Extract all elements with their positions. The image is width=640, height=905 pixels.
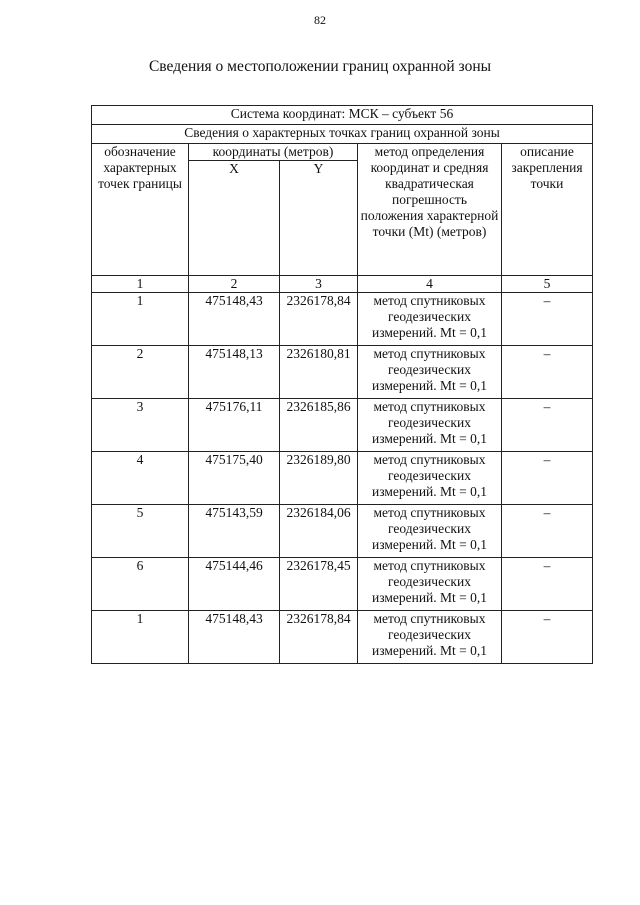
- point-cell: 2: [92, 346, 189, 399]
- table-row: [92, 611, 593, 664]
- column-number: 1: [92, 276, 189, 293]
- x-cell: 475148,13: [189, 346, 280, 399]
- x-cell: 475176,11: [189, 399, 280, 452]
- header-description: описание закрепления точки: [502, 144, 593, 276]
- column-number: 4: [358, 276, 502, 293]
- boundary-points-table: [91, 105, 593, 664]
- description-cell: –: [502, 611, 593, 664]
- y-cell: 2326178,45: [280, 558, 358, 611]
- point-cell: 1: [92, 611, 189, 664]
- y-cell: 2326184,06: [280, 505, 358, 558]
- table-subtitle: Сведения о характерных точках границ охранной зоны: [92, 125, 593, 144]
- document-title: Сведения о местоположении границ охранной зоны: [148, 58, 492, 75]
- method-cell: метод спутниковых геодезических измерений. Mt = 0,1: [358, 611, 502, 664]
- coordinate-system-header: Система координат: МСК – субъект 56: [92, 106, 593, 125]
- point-cell: 6: [92, 558, 189, 611]
- method-cell: метод спутниковых геодезических измерений. Mt = 0,1: [358, 505, 502, 558]
- header-method: метод определения координат и средняя квадратическая погрешность положения характерной точки (Mt) (метров): [358, 144, 502, 276]
- x-cell: 475175,40: [189, 452, 280, 505]
- point-cell: 4: [92, 452, 189, 505]
- column-number: 5: [502, 276, 593, 293]
- x-cell: 475143,59: [189, 505, 280, 558]
- method-cell: метод спутниковых геодезических измерений. Mt = 0,1: [358, 346, 502, 399]
- y-cell: 2326189,80: [280, 452, 358, 505]
- column-number: 2: [189, 276, 280, 293]
- y-cell: 2326178,84: [280, 293, 358, 346]
- description-cell: –: [502, 293, 593, 346]
- x-cell: 475148,43: [189, 293, 280, 346]
- column-number: 3: [280, 276, 358, 293]
- y-cell: 2326180,81: [280, 346, 358, 399]
- table-row: [92, 346, 593, 399]
- method-cell: метод спутниковых геодезических измерений. Mt = 0,1: [358, 293, 502, 346]
- point-cell: 5: [92, 505, 189, 558]
- table-row: [92, 505, 593, 558]
- y-cell: 2326178,84: [280, 611, 358, 664]
- table-row: [92, 452, 593, 505]
- description-cell: –: [502, 452, 593, 505]
- table-row: [92, 293, 593, 346]
- header-coordinates: координаты (метров): [189, 144, 358, 161]
- description-cell: –: [502, 558, 593, 611]
- description-cell: –: [502, 399, 593, 452]
- point-cell: 1: [92, 293, 189, 346]
- table-row: [92, 399, 593, 452]
- method-cell: метод спутниковых геодезических измерений. Mt = 0,1: [358, 399, 502, 452]
- method-cell: метод спутниковых геодезических измерений. Mt = 0,1: [358, 558, 502, 611]
- header-point-designation: обозначение характерных точек границы: [92, 144, 189, 276]
- method-cell: метод спутниковых геодезических измерений. Mt = 0,1: [358, 452, 502, 505]
- description-cell: –: [502, 505, 593, 558]
- x-cell: 475148,43: [189, 611, 280, 664]
- header-y: Y: [280, 161, 358, 276]
- column-number-row: [92, 276, 593, 293]
- table-row: [92, 558, 593, 611]
- x-cell: 475144,46: [189, 558, 280, 611]
- page-number: 82: [314, 13, 326, 27]
- point-cell: 3: [92, 399, 189, 452]
- y-cell: 2326185,86: [280, 399, 358, 452]
- header-x: X: [189, 161, 280, 276]
- description-cell: –: [502, 346, 593, 399]
